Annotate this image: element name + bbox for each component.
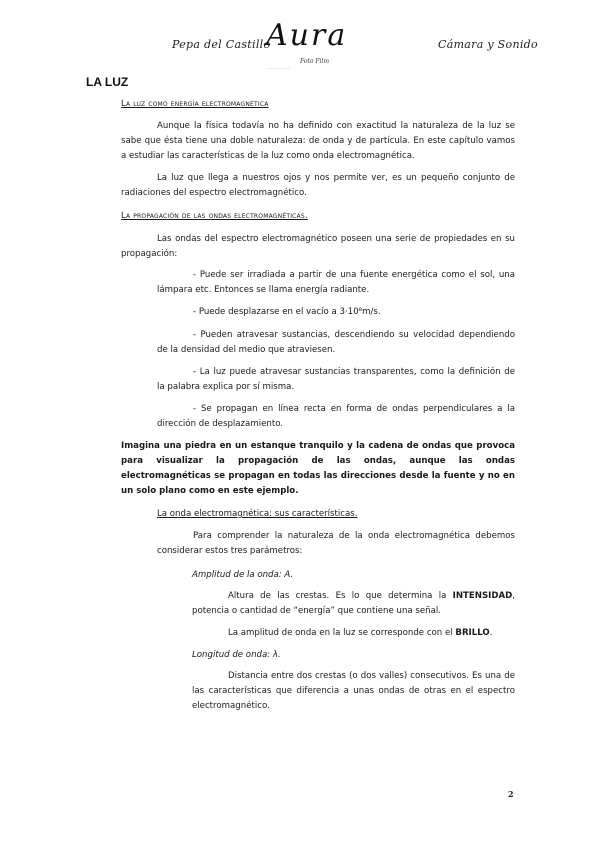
section-heading-2: La propagación de las ondas electromagnéticas.	[121, 211, 308, 221]
brightness-text: La amplitud de onda en la luz se corresponde con el	[228, 628, 456, 638]
paragraph-wavelength: Distancia entre dos crestas (o dos valles) consecutivos. Es una de las características que diferencia a unas ondas de otras en el espectro electromagnético.	[192, 671, 515, 711]
list-item: - Puede desplazarse en el vacío a 3·10⁸m/s.	[193, 307, 381, 317]
section-heading-3: La onda electromagnética: sus características.	[157, 509, 358, 519]
brightness-term: BRILLO	[455, 628, 490, 638]
amplitude-label: Amplitud de la onda: A.	[192, 570, 294, 580]
section-heading-1: La luz como energía electromagnética	[121, 99, 269, 109]
amplitude-text-end: , potencia o cantidad de “energía” que contiene una señal.	[192, 591, 515, 616]
paragraph-stone-example: Imagina una piedra en un estanque tranquilo y la cadena de ondas que provoca para visualizar la propagación de las ondas, aunque las ondas electromagnéticas se propagan en todas las direcciones desde la fuente y no en un solo plano como en este ejemplo.	[121, 441, 515, 496]
header-course: Cámara y Sonido	[438, 38, 538, 51]
paragraph-propagation-intro: Las ondas del espectro electromagnético poseen una serie de propiedades en su propagación:	[121, 234, 515, 259]
list-item: - Puede ser irradiada a partir de una fuente energética como el sol, una lámpara etc. Entonces se llama energía radiante.	[157, 270, 515, 295]
header-author: Pepa del Castillo	[172, 38, 271, 51]
paragraph-amplitude	[192, 589, 515, 619]
list-item: - Se propagan en línea recta en forma de ondas perpendiculares a la dirección de desplazamiento.	[157, 404, 515, 429]
list-item: - La luz puede atravesar sustancias transparentes, como la definición de la palabra explica por sí misma.	[157, 367, 515, 392]
logo-decoration: · · · · · · · · ·	[268, 66, 290, 71]
logo-subtitle: Foto Film	[300, 58, 330, 65]
intensity-term: INTENSIDAD	[452, 591, 513, 601]
page-title: LA LUZ	[86, 75, 129, 89]
page-number: 2	[508, 789, 514, 799]
paragraph-dual-nature: Aunque la física todavía no ha definido con exactitud la naturaleza de la luz se sabe que ésta tiene una doble naturaleza: de onda y de partícula. En este capítulo vamos a estudiar las características de la luz como onda electromagnética.	[121, 121, 515, 161]
brightness-text-end: .	[489, 628, 493, 638]
wavelength-label: Longitud de onda: λ.	[192, 650, 281, 660]
amplitude-text: Altura de las crestas. Es lo que determina la	[228, 591, 453, 601]
paragraph-visible-light: La luz que llega a nuestros ojos y nos permite ver, es un pequeño conjunto de radiaciones del espectro electromagnético.	[121, 173, 515, 198]
logo-word: Aura	[266, 18, 348, 53]
paragraph-brightness	[192, 626, 515, 641]
paragraph-parameters-intro: Para comprender la naturaleza de la onda electromagnética debemos considerar estos tres parámetros:	[157, 531, 515, 556]
list-item: - Pueden atravesar sustancias, descendiendo su velocidad dependiendo de la densidad del medio que atraviesen.	[157, 330, 515, 355]
aura-logo	[262, 18, 348, 72]
